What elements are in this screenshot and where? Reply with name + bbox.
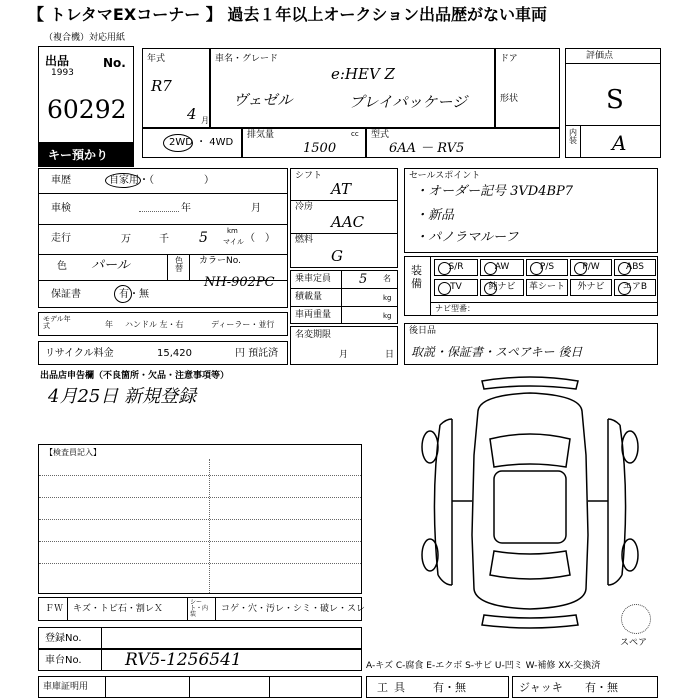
equipment-label: 装備 [411, 264, 422, 290]
car-name-label: 車名・グレード [215, 54, 279, 64]
spare-label: スペア [620, 638, 648, 648]
mileage-sen: 千 [159, 234, 169, 245]
inspector-label: 【検査員記入】 [45, 448, 101, 457]
dereg-box [290, 326, 398, 365]
equip-sr: S/R [434, 259, 478, 276]
after-value: 取説・保証書・スペアキー 後日 [411, 345, 583, 359]
equip-abs: ABS [614, 259, 656, 276]
capacity-unit: 名 [383, 274, 391, 283]
grade-value: e:HEV Z [331, 65, 395, 83]
equip-tv: TV [434, 279, 478, 296]
load-label: 積載量 [295, 292, 323, 302]
model-year-year: 年 [105, 320, 113, 329]
year-label: 年式 [147, 54, 166, 64]
sales-point-2: ・新品 [415, 208, 455, 223]
mileage-label: 走行 [51, 233, 71, 244]
damage-codes: A-キズ C-腐食 E-エクボ S-サビ U-凹ミ W-補修 XX-交換済 [366, 661, 601, 671]
rating-box [565, 48, 661, 158]
chassis-row [38, 649, 362, 671]
load-unit: kg [383, 294, 392, 302]
inspector-box [38, 444, 362, 594]
color-no-label: カラーNo. [199, 256, 241, 266]
after-box [404, 323, 658, 365]
displacement-unit: cc [351, 130, 359, 138]
mileage-unit-km: km [227, 227, 238, 235]
paper-note: （複合機）対応用紙 [44, 33, 126, 43]
lot-box [38, 46, 134, 143]
capacity-label: 乗車定員 [295, 274, 332, 284]
drive-label: 2WD ・ 4WD [169, 137, 234, 148]
equip-airbag: エアB [614, 279, 656, 296]
model-year-label: モデル年式 [43, 315, 71, 330]
sales-points-label: セールスポイント [409, 171, 481, 181]
after-label: 後日品 [409, 326, 437, 336]
inspection-label: 車検 [51, 203, 71, 214]
tool-box [366, 676, 509, 698]
interior-label: 内装 [569, 128, 577, 145]
model-box [366, 128, 560, 158]
car-name-value: ヴェゼル [233, 91, 293, 109]
interior-score: A [612, 131, 627, 155]
equip-aw: AW [480, 259, 524, 276]
garage-row [38, 676, 362, 698]
recycle-row [38, 341, 288, 365]
tool-label: 工具 [377, 681, 411, 694]
dereg-day: 日 [385, 350, 395, 360]
registration-row [38, 627, 362, 649]
rating-score: S [606, 85, 624, 115]
mileage-value: 5 [199, 230, 208, 246]
model-year-row [38, 312, 288, 336]
declaration-label: 出品店申告欄（不良箇所・欠品・注意事項等） [40, 371, 230, 381]
spare-icon [621, 604, 651, 634]
garage-label: 車庫証明用 [43, 682, 89, 692]
fw-legend [38, 597, 366, 621]
page-title: 【 トレタマEXコーナー 】 過去１年以上オークション出品歴がない車両 [28, 5, 548, 24]
color-change-label: 色替 [175, 256, 183, 273]
recycle-label: リサイクル料金 [45, 348, 114, 359]
shape-label: 形状 [500, 94, 519, 104]
mileage-man: 万 [121, 234, 131, 245]
dereg-label: 名変期限 [295, 330, 332, 340]
navi-model-label: ナビ型番： [435, 304, 475, 313]
weight-unit: kg [383, 312, 392, 320]
car-name-box [210, 48, 495, 128]
fw-text: キズ・トビ石・割レＸ [73, 604, 163, 614]
mileage-note: （ ） [245, 233, 275, 244]
weight-label: 車両重量 [295, 310, 332, 320]
car-diagram [400, 375, 660, 635]
package-value: プレイパッケージ [349, 93, 468, 111]
chassis-label: 車台No. [45, 655, 82, 666]
year-value: R7 [151, 77, 172, 95]
color-value: パール [91, 258, 130, 273]
shift-label: シフト [295, 171, 323, 181]
month-label: 月 [201, 116, 209, 125]
jack-label: ジャッキ [519, 681, 563, 694]
color-no-value: NH-902PC [204, 275, 275, 290]
warranty-label: 保証書 [51, 289, 81, 300]
model-year-handle: ハンドル 左・右 [125, 320, 184, 329]
fuel-value: G [331, 247, 343, 265]
inspection-year: 年 [181, 203, 191, 214]
sales-point-3: ・パノラマルーフ [415, 230, 519, 245]
declaration-text: 4月25日 新規登録 [48, 386, 197, 407]
model-value: 6AA － RV5 [389, 141, 465, 156]
door-label: ドア [500, 54, 518, 64]
warranty-options: 有・無 [119, 289, 149, 300]
color-label: 色 [57, 261, 67, 272]
history-options: 自家用・（ ） [109, 175, 214, 186]
model-label: 型式 [371, 130, 390, 140]
recycle-value: 15,420 [157, 348, 192, 359]
model-year-dealer: ディーラー・並行 [211, 320, 275, 329]
displacement-box [242, 128, 366, 158]
seat-text: コゲ・穴・汚レ・シミ・破レ・スレ [221, 604, 366, 614]
capacity-value: 5 [359, 272, 368, 287]
sales-point-1: ・オーダー記号 3VD4BP7 [415, 184, 574, 199]
capacity-block [290, 270, 398, 324]
lot-number: 60292 [47, 95, 127, 124]
equip-leather: 革シート [526, 279, 568, 296]
door-box [495, 48, 560, 128]
month-value: 4 [187, 105, 197, 123]
registration-label: 登録No. [45, 633, 82, 644]
equip-navi: 純ナビ [480, 279, 524, 296]
mileage-unit-mile: マイル [223, 238, 244, 246]
jack-box [512, 676, 658, 698]
shift-value: AT [331, 180, 352, 198]
drive-box [142, 128, 242, 158]
specs-middle [290, 168, 398, 268]
equip-ext-navi: 外ナビ [570, 279, 612, 296]
history-label: 車歴 [51, 175, 71, 186]
equip-ps: P/S [526, 259, 568, 276]
dereg-month: 月 [339, 350, 349, 360]
lot-label: 出品 [45, 54, 70, 68]
jack-options: 有・無 [585, 681, 618, 694]
rating-label: 評価点 [586, 51, 614, 61]
year-box [142, 48, 210, 128]
sales-points-box [404, 168, 658, 253]
tool-options: 有・無 [433, 681, 466, 694]
key-label: キー預かり [48, 148, 109, 162]
chassis-value: RV5-1256541 [125, 650, 242, 670]
aircon-value: AAC [331, 213, 365, 231]
seat-label: シート・内装 [190, 599, 209, 618]
aircon-label: 冷房 [295, 202, 314, 212]
equip-pw: P/W [570, 259, 612, 276]
lot-code: 1993 [51, 68, 74, 78]
fuel-label: 燃料 [295, 235, 314, 245]
fw-label: ＦＷ [45, 604, 64, 614]
displacement-value: 1500 [303, 141, 337, 156]
recycle-unit: 円 預託済 [235, 348, 279, 359]
lot-no-label: No. [103, 56, 126, 70]
displacement-label: 排気量 [247, 130, 275, 140]
inspection-month: 月 [251, 203, 261, 214]
